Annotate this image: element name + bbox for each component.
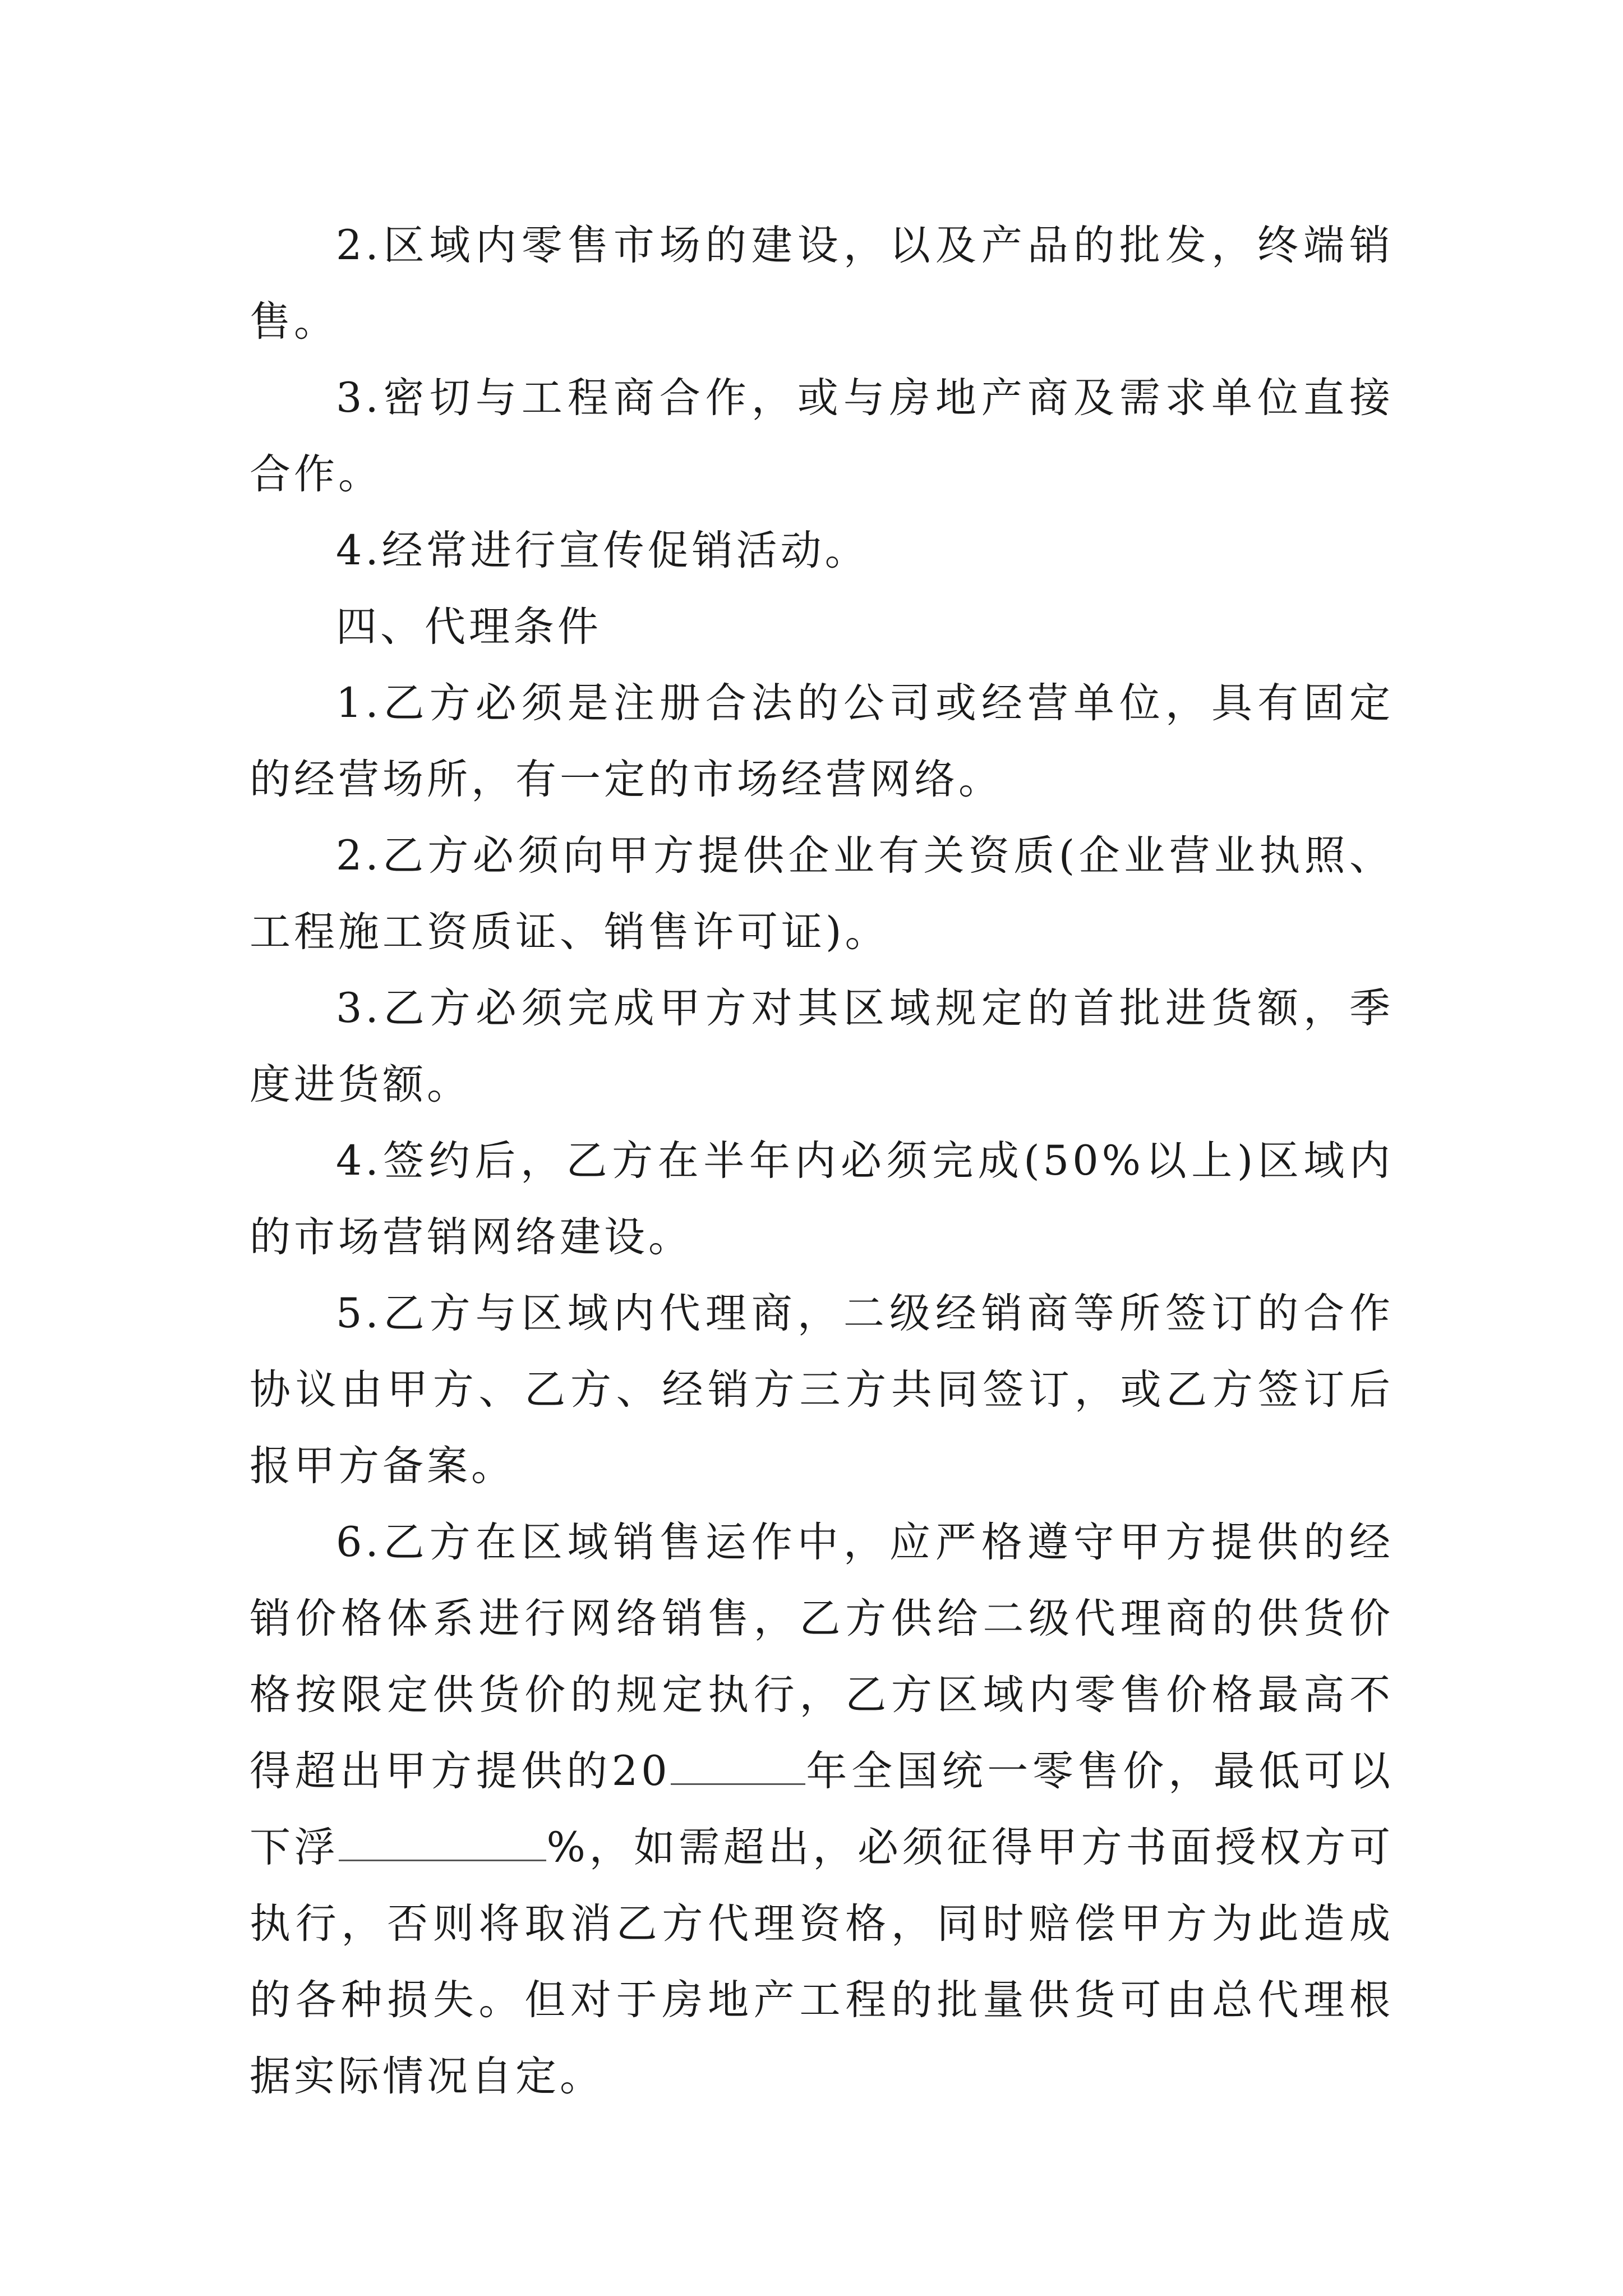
section-heading-agency-conditions: 四、代理条件 xyxy=(336,603,602,651)
paragraph-condition-3: 3.乙方必须完成甲方对其区域规定的首批进货额，季度进货额。 xyxy=(250,984,1394,1108)
condition-6-text-part-1: 6.乙方在区域销售运作中，应严格遵守甲方提供的经销价格体系进行网络销售，乙方供给二级代理商的供货价格按限定供货价的规定执行，乙方区域内零售价格最高不得超出甲方提供的20 xyxy=(250,1519,1394,1795)
paragraph-condition-2: 2.乙方必须向甲方提供企业有关资质(企业营业执照、工程施工资质证、销售许可证)。 xyxy=(250,832,1394,956)
document-body xyxy=(250,208,1394,2115)
paragraph-condition-1: 1.乙方必须是注册合法的公司或经营单位，具有固定的经营场所，有一定的市场经营网络。 xyxy=(250,679,1394,803)
paragraph-cooperation: 3.密切与工程商合作，或与房地产商及需求单位直接合作。 xyxy=(250,374,1394,498)
paragraph-condition-5: 5.乙方与区域内代理商，二级经销商等所签订的合作协议由甲方、乙方、经销方三方共同签订，或乙方签订后报甲方备案。 xyxy=(250,1290,1394,1490)
discount-percent-blank-field[interactable] xyxy=(339,1825,546,1861)
condition-6-text-part-2: 年全国统一零售价，最低可以下浮 xyxy=(250,1747,1394,1871)
year-blank-field[interactable] xyxy=(671,1749,805,1785)
paragraph-retail-construction: 2.区域内零售市场的建设，以及产品的批发，终端销售。 xyxy=(250,222,1394,346)
condition-6-text-part-3: %，如需超出，必须征得甲方书面授权方可执行，否则将取消乙方代理资格，同时赔偿甲方为此造成的各种损失。但对于房地产工程的批量供货可由总代理根据实际情况自定。 xyxy=(250,1824,1394,2100)
paragraph-condition-4: 4.签约后，乙方在半年内必须完成(50%以上)区域内的市场营销网络建设。 xyxy=(250,1137,1394,1261)
paragraph-promotion: 4.经常进行宣传促销活动。 xyxy=(336,527,869,574)
paragraph-condition-6 xyxy=(250,1504,1394,2115)
